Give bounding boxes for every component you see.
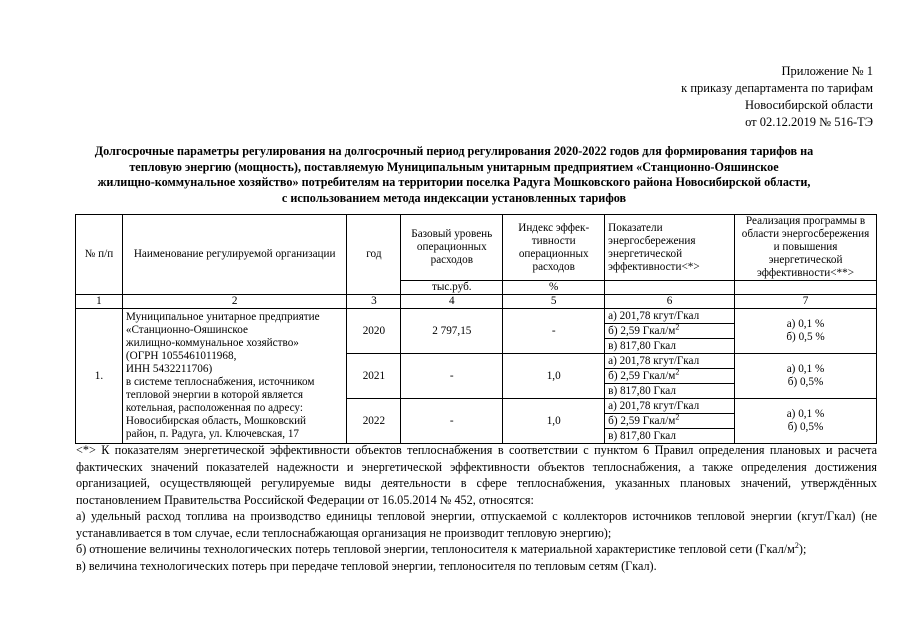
title-line-3: жилищно-коммунальное хозяйство» потребителям на территории поселка Радуга Мошковского района Новосибирской области, (97, 175, 811, 189)
col-number: 6 (605, 295, 735, 309)
header-index: Индекс эффек-тивности операционных расходов (503, 215, 605, 281)
energy-b: б) 2,59 Гкал/$м^2$ (605, 324, 735, 339)
program-a: а) 0,1 % (786, 363, 825, 375)
org-line: Муниципальное унитарное предприятие (125, 311, 320, 323)
org-line: Новосибирская область, Мошковский (125, 415, 307, 427)
program-b: б) 0,5% (787, 421, 824, 433)
org-line: ИНН 5432211706) (125, 363, 213, 375)
org-line: жилищно-коммунальное хозяйство» (125, 337, 299, 349)
energy-a: а) 201,78 кгут/Гкал (605, 309, 735, 324)
title-line-2: тепловую энергию (мощность), поставляемую Муниципальным унитарным предприятием «Станционно-Ояшинское (129, 159, 779, 174)
program-a: а) 0,1 % (786, 318, 825, 330)
footnote-item-c: в) величина технологических потерь при передаче тепловой энергии, теплоносителя по тепловым сетям (Гкал). (76, 558, 657, 573)
energy-c: в) 817,80 Гкал (605, 429, 735, 444)
appendix-line-4: от 02.12.2019 № 516-ТЭ (745, 115, 873, 129)
appendix-line-2: к приказу департамента по тарифам (681, 81, 873, 95)
unit-index: % (503, 281, 605, 295)
energy-a: а) 201,78 кгут/Гкал (605, 354, 735, 369)
org-line: в системе теплоснабжения, источником (125, 376, 315, 388)
program-cell (735, 399, 877, 444)
footnote-item-a: а) удельный расход топлива на производство единицы тепловой энергии, отпускаемой с коллекторов источников тепловой энергии (кгут/Гкал) (не устанавливается в том случае, если теплоснабжающая организация не производит тепловую энергию); (76, 509, 877, 540)
program-cell (735, 354, 877, 399)
footnote-paragraph: <*> К показателям энергетической эффективности объектов теплоснабжения в соответствии с пунктом 6 Правил определения плановых и расчета фактических значений показателей надежности и энергетической эффективности объектов теплоснабжения, а также определения достижения организацией, осуществляющей регулируемые виды деятельности в сфере теплоснабжения, указанных плановых значений, утверждённых постановлением Правительства Российской Федерации от 16.05.2014 № 452, относятся: (76, 443, 877, 507)
program-cell (735, 309, 877, 354)
unit-base: тыс.руб. (401, 281, 503, 295)
col-number: 4 (401, 295, 503, 309)
appendix-line-3: Новосибирской области (744, 98, 873, 112)
header-row (76, 215, 877, 281)
energy-b: б) 2,59 Гкал/$м^2$ (605, 414, 735, 429)
footnote-item-b: б) отношение величины технологических потерь тепловой энергии, теплоносителя к материальной характеристике тепловой сети $(Гкал/м^2)$; (76, 540, 807, 556)
col-number: 7 (735, 295, 877, 309)
energy-c: в) 817,80 Гкал (605, 339, 735, 354)
header-num: № п/п (76, 215, 123, 295)
org-line: «Станционно-Ояшинское (125, 324, 248, 336)
index-cell: - (503, 309, 605, 354)
energy-a: а) 201,78 кгут/Гкал (605, 399, 735, 414)
index-cell: 1,0 (503, 399, 605, 444)
org-line: район, п. Радуга, ул. Ключевская, 17 (125, 428, 300, 440)
org-line: (ОГРН 1055461011968, (125, 350, 237, 362)
parameters-table (75, 214, 877, 444)
year-cell: 2020 (347, 309, 401, 354)
title-line-4: с использованием метода индексации установленных тарифов (281, 190, 627, 205)
appendix-header (681, 63, 873, 131)
title-line-1: Долгосрочные параметры регулирования на долгосрочный период регулирования 2020-2022 годов для формирования тарифов на (94, 144, 814, 158)
organization-cell (122, 309, 347, 444)
col-number: 1 (76, 295, 123, 309)
index-cell: 1,0 (503, 354, 605, 399)
base-cell: - (401, 354, 503, 399)
org-line: котельная, расположенная по адресу: (125, 402, 303, 414)
row-number: 1. (76, 309, 123, 444)
base-cell: 2 797,15 (401, 309, 503, 354)
header-org: Наименование регулируемой организации (122, 215, 347, 295)
appendix-line-1: Приложение № 1 (781, 64, 873, 78)
program-b: б) 0,5% (787, 376, 824, 388)
energy-b: б) 2,59 Гкал/$м^2$ (605, 369, 735, 384)
year-cell: 2021 (347, 354, 401, 399)
col-number: 2 (122, 295, 347, 309)
header-base: Базовый уровень операционных расходов (401, 215, 503, 281)
header-year: год (347, 215, 401, 295)
header-program: Реализация программы в области энергосбережения и повышения энергетической эффективности<**> (735, 215, 877, 281)
col-number: 5 (503, 295, 605, 309)
energy-c: в) 817,80 Гкал (605, 384, 735, 399)
program-b: б) 0,5 % (786, 331, 825, 343)
table-row (76, 309, 877, 324)
base-cell: - (401, 399, 503, 444)
document-title (78, 144, 830, 206)
footnotes (76, 442, 877, 574)
column-numbers-row (76, 295, 877, 309)
header-energy: Показатели энергосбережения энергетической эффективности<*> (605, 215, 735, 281)
col-number: 3 (347, 295, 401, 309)
program-a: а) 0,1 % (786, 408, 825, 420)
org-line: тепловой энергии в которой является (125, 389, 304, 401)
year-cell: 2022 (347, 399, 401, 444)
